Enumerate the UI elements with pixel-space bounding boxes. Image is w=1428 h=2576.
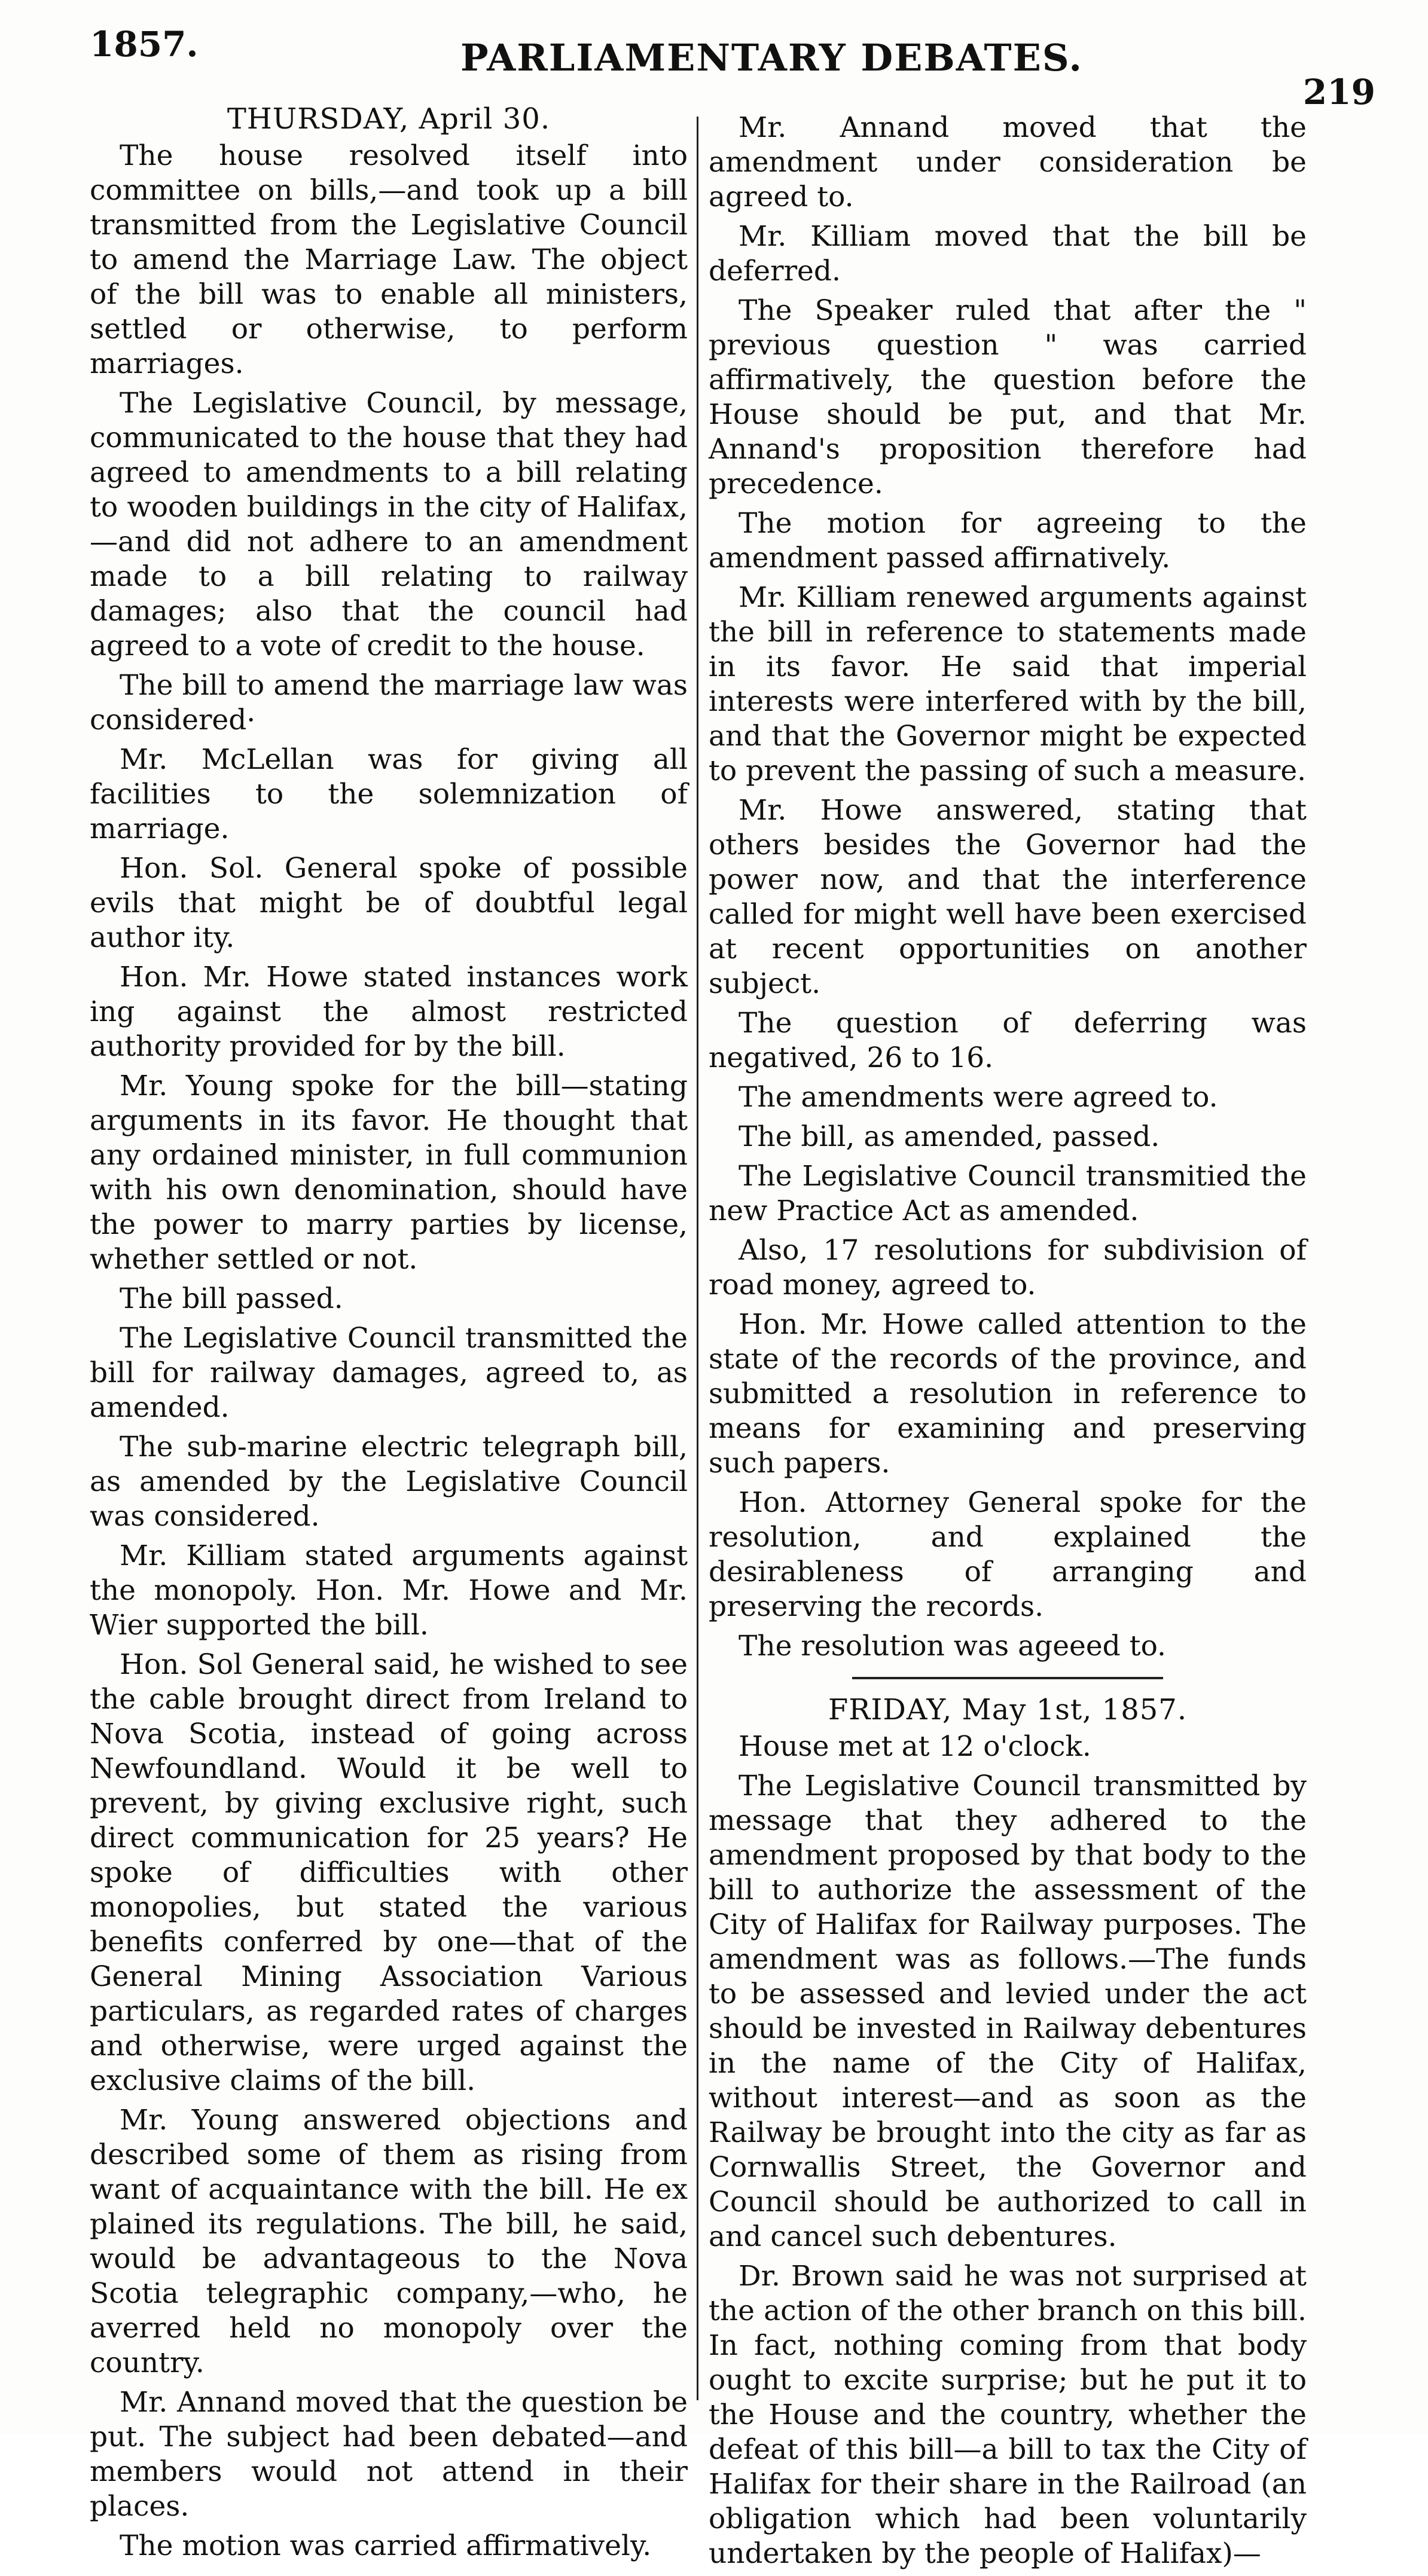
paragraph: Hon. Sol General said, he wished to see the cable brought direct from Ireland to Nova Scotia, instead of going across Newfoundland. Would it be well to prevent, by giving exclusive right, such direct communication for 25 years? He spoke of difficulties with other monopolies, but stated the various benefits conferred by one—that of the General Mining Association Various particulars, as regarded rates of charges and otherwise, were urged against the exclusive claims of the bill.: [90, 1648, 688, 2097]
paragraph: Mr. Killiam renewed arguments against the bill in reference to statements made in its favor. He said that imperial interests were interfered with by the bill, and that the Governor might be expected to prevent the passing of such a measure.: [709, 581, 1307, 787]
paragraph: Mr. McLellan was for giving all facilities to the solemnization of marriage.: [90, 743, 688, 845]
header-year: 1857.: [90, 24, 199, 65]
column-divider: [697, 117, 698, 2400]
paragraph: The motion was carried affirmatively.: [120, 2529, 652, 2562]
paragraph: The bill passed.: [120, 1282, 343, 1315]
paragraph: The sub-marine electric telegraph bill, as amended by the Legislative Council was considered.: [90, 1431, 688, 1533]
section-rule: [852, 1677, 1163, 1679]
paragraph: Mr. Young answered objections and described some of them as rising from want of acquaintance with the bill. He ex plained its regulations. The bill, he said, would be advantageous to the Nova Scotia telegraphic company,—who, he averred held no monopoly over the country.: [90, 2104, 688, 2379]
paragraph: The question of deferring was negatived, 26 to 16.: [709, 1007, 1307, 1074]
paragraph: Dr. Brown said he was not surprised at the action of the other branch on this bill. In fact, nothing coming from that body ought to excite surprise; but he put it to the House and the country, whether the defeat of this bill—a bill to tax the City of Halifax for their share in the Railroad (an obligation which had been voluntarily undertaken by the people of Halifax)—: [709, 2260, 1307, 2570]
paragraph: The resolution was ageeed to.: [739, 1630, 1166, 1663]
paragraph: Mr. Annand moved that the amendment under consideration be agreed to.: [709, 111, 1307, 213]
paragraph: The motion for agreeing to the amendment passed affirnatively.: [709, 507, 1307, 575]
paragraph: Hon. Attorney General spoke for the resolution, and explained the desirableness of arranging and preserving the records.: [709, 1486, 1307, 1623]
paragraph: Hon. Sol. General spoke of possible evils that might be of doubtful legal author ity.: [90, 852, 688, 954]
paragraph: The amendments were agreed to.: [739, 1081, 1218, 1114]
paragraph: The Legislative Council transmitted the bill for railway damages, agreed to, as amended.: [90, 1322, 688, 1424]
page-number: 219: [1302, 72, 1375, 112]
paragraph: Mr. Killiam stated arguments against the monopoly. Hon. Mr. Howe and Mr. Wier supported the bill.: [90, 1539, 688, 1642]
paragraph: Hon. Mr. Howe called attention to the state of the records of the province, and submitted a resolution in reference to means for examining and preserving such papers.: [709, 1308, 1307, 1480]
paragraph: Mr. Howe answered, stating that others besides the Governor had the power now, and that the interference called for might well have been exercised at recent opportunities on another subject.: [709, 794, 1307, 1000]
paragraph: The Legislative Council, by message, communicated to the house that they had agreed to amendments to a bill relating to wooden buildings in the city of Halifax, —and did not adhere to an amendment made to a bill relating to railway damages; also that the council had agreed to a vote of credit to the house.: [90, 387, 688, 662]
left-column: [90, 102, 688, 2568]
paragraph: The bill to amend the marriage law was considered·: [90, 669, 688, 737]
page-header: [90, 24, 1375, 112]
right-column: [709, 111, 1307, 2576]
paragraph: Also, 17 resolutions for subdivision of road money, agreed to.: [709, 1234, 1307, 1301]
paragraph: Hon. Mr. Howe stated instances work ing against the almost restricted authority provided for by the bill.: [90, 961, 688, 1063]
paragraph: The Speaker ruled that after the " previous question " was carried affirmatively, the question before the House should be put, and that Mr. Annand's proposition therefore had precedence.: [709, 294, 1307, 500]
paragraph: Mr. Young spoke for the bill—stating arguments in its favor. He thought that any ordained minister, in full communion with his own denomination, should have the power to marry parties by license, whether settled or not.: [90, 1069, 688, 1276]
paragraph: House met at 12 o'clock.: [739, 1730, 1091, 1763]
date-heading-thursday: THURSDAY, April 30.: [227, 102, 551, 136]
paragraph: The Legislative Council transmitted by message that they adhered to the amendment proposed by that body to the bill to authorize the assessment of the City of Halifax for Railway purposes. The amendment was as follows.—The funds to be assessed and levied under the act should be invested in Railway debentures in the name of the City of Halifax, without interest—and as soon as the Railway be brought into the city as far as Cornwallis Street, the Governor and Council should be authorized to call in and cancel such debentures.: [709, 1770, 1307, 2253]
paragraph: The house resolved itself into committee on bills,—and took up a bill transmitted from the Legislative Council to amend the Marriage Law. The object of the bill was to enable all ministers, settled or otherwise, to perform marriages.: [90, 139, 688, 380]
header-title: PARLIAMENTARY DEBATES.: [460, 36, 1083, 80]
paragraph: Mr. Annand moved that the question be put. The subject had been debated—and members would not attend in their places.: [90, 2386, 688, 2523]
paragraph: Mr. Killiam moved that the bill be deferred.: [709, 220, 1307, 288]
paragraph: The bill, as amended, passed.: [739, 1120, 1160, 1153]
date-heading-friday: FRIDAY, May 1st, 1857.: [828, 1693, 1188, 1726]
paragraph: The Legislative Council transmitied the new Practice Act as amended.: [709, 1160, 1307, 1227]
